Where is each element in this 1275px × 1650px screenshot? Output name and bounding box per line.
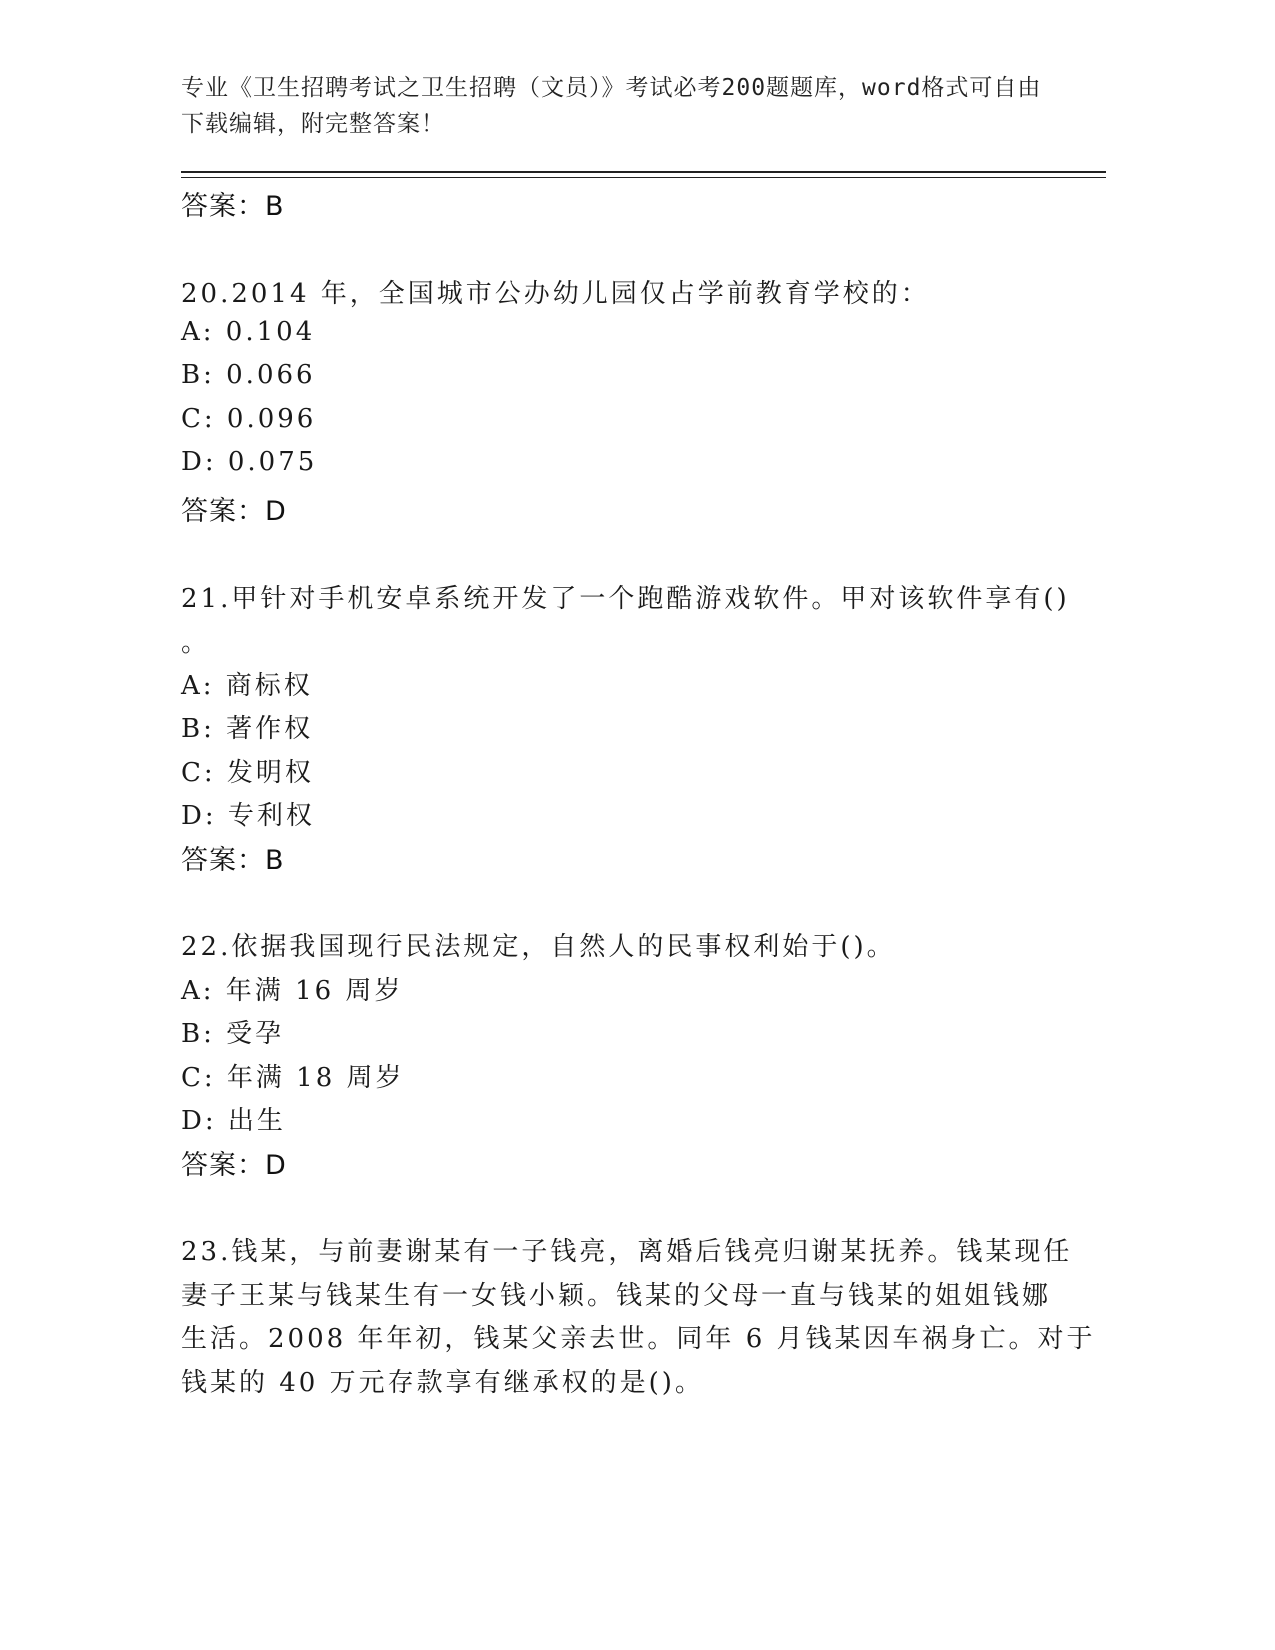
question-22-option-c: C: 年满 18 周岁 (181, 1063, 405, 1093)
answer-line: 答案：B (181, 191, 285, 222)
question-21-stem: 21.甲针对手机安卓系统开发了一个跑酷游戏软件。甲对该软件享有() (181, 584, 1070, 614)
header-divider-thin (181, 177, 1106, 178)
question-20-stem: 20.2014 年，全国城市公办幼儿园仅占学前教育学校的： (181, 279, 930, 309)
question-22-answer: 答案：D (181, 1150, 287, 1181)
question-20-option-c: C: 0.096 (181, 404, 317, 434)
document-intro: 专业《卫生招聘考试之卫生招聘（文员）》考试必考200题题库，word格式可自由下载编辑，附完整答案！ (181, 75, 1042, 137)
question-23-stem-line-4: 钱某的 40 万元存款享有继承权的是()。 (181, 1368, 704, 1398)
question-21-option-b: B: 著作权 (181, 714, 314, 744)
question-22-stem: 22.依据我国现行民法规定，自然人的民事权利始于()。 (181, 932, 896, 962)
question-22-option-d: D: 出生 (181, 1106, 286, 1136)
question-21-answer: 答案：B (181, 845, 285, 876)
question-21-option-c: C: 发明权 (181, 758, 314, 788)
question-20-option-d: D: 0.075 (181, 447, 318, 477)
question-21-option-d: D: 专利权 (181, 801, 315, 831)
question-21-option-a: A: 商标权 (181, 671, 313, 701)
question-20-option-a: A: 0.104 (181, 317, 316, 347)
header-divider-thick (181, 171, 1106, 173)
question-21-stem-cont: 。 (181, 628, 211, 658)
question-22-option-a: A: 年满 16 周岁 (181, 976, 404, 1006)
question-23-stem-line-1: 23.钱某，与前妻谢某有一子钱亮，离婚后钱亮归谢某抚养。钱某现任 (181, 1237, 1073, 1267)
question-20-option-b: B: 0.066 (181, 360, 316, 390)
question-23-stem-line-3: 生活。2008 年年初，钱某父亲去世。同年 6 月钱某因车祸身亡。对于 (181, 1324, 1096, 1354)
question-20-answer: 答案：D (181, 496, 287, 527)
question-22-option-b: B: 受孕 (181, 1019, 285, 1049)
question-23-stem-line-2: 妻子王某与钱某生有一女钱小颖。钱某的父母一直与钱某的姐姐钱娜 (181, 1281, 1052, 1311)
